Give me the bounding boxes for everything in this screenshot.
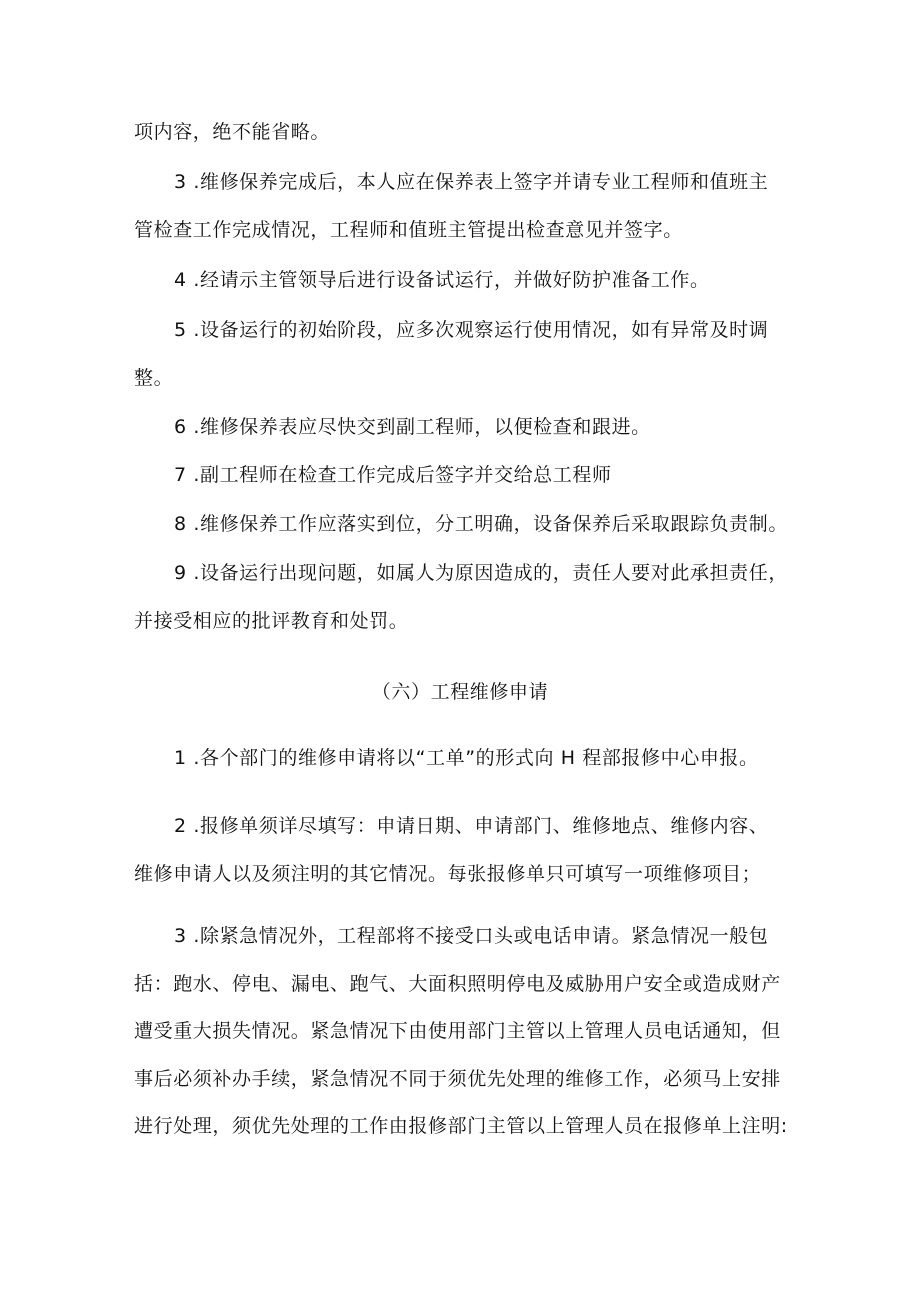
list-item-4: 4 .经请示主管领导后进行设备试运行，并做好防护准备工作。 xyxy=(174,269,710,291)
list-item-6: 6 .维修保养表应尽快交到副工程师，以便检查和跟进。 xyxy=(174,416,651,438)
section-heading: （六）工程维修申请 xyxy=(371,681,549,703)
paragraph-line: 项内容，绝不能省略。 xyxy=(134,121,331,143)
request-item-1: 1 .各个部门的维修申请将以“工单”的形式向 H 程部报修中心申报。 xyxy=(174,747,759,769)
list-item-7: 7 .副工程师在检查工作完成后签字并交给总工程师 xyxy=(174,464,612,486)
list-item-3: 3 .维修保养完成后，本人应在保养表上签字并请专业工程师和值班主 xyxy=(174,171,769,193)
list-item-5: 5 .设备运行的初始阶段，应多次观察运行使用情况，如有异常及时调 xyxy=(174,319,769,341)
paragraph-line: 括：跑水、停电、漏电、跑气、大面积照明停电及威胁用户安全或造成财产 xyxy=(134,973,781,995)
paragraph-line: 整。 xyxy=(134,367,174,389)
paragraph-line: 维修申请人以及须注明的其它情况。每张报修单只可填写一项维修项目； xyxy=(134,863,762,885)
paragraph-line: 事后必须补办手续，紧急情况不同于须优先处理的维修工作，必须马上安排 xyxy=(134,1068,781,1090)
paragraph-line: 管检查工作完成情况，工程师和值班主管提出检查意见并签字。 xyxy=(134,219,683,241)
list-item-8: 8 .维修保养工作应落实到位，分工明确，设备保养后采取跟踪负责制。 xyxy=(174,513,788,535)
paragraph-line: 进行处理，须优先处理的工作由报修部门主管以上管理人员在报修单上注明: xyxy=(134,1115,788,1137)
paragraph-line: 并接受相应的批评教育和处罚。 xyxy=(134,610,409,632)
request-item-3: 3 .除紧急情况外，工程部将不接受口头或电话申请。紧急情况一般包 xyxy=(174,925,769,947)
request-item-2: 2 .报修单须详尽填写：申请日期、申请部门、维修地点、维修内容、 xyxy=(174,815,769,837)
list-item-9: 9 .设备运行出现问题，如属人为原因造成的，责任人要对此承担责任， xyxy=(174,562,788,584)
paragraph-line: 遭受重大损失情况。紧急情况下由使用部门主管以上管理人员电话通知，但 xyxy=(134,1020,781,1042)
